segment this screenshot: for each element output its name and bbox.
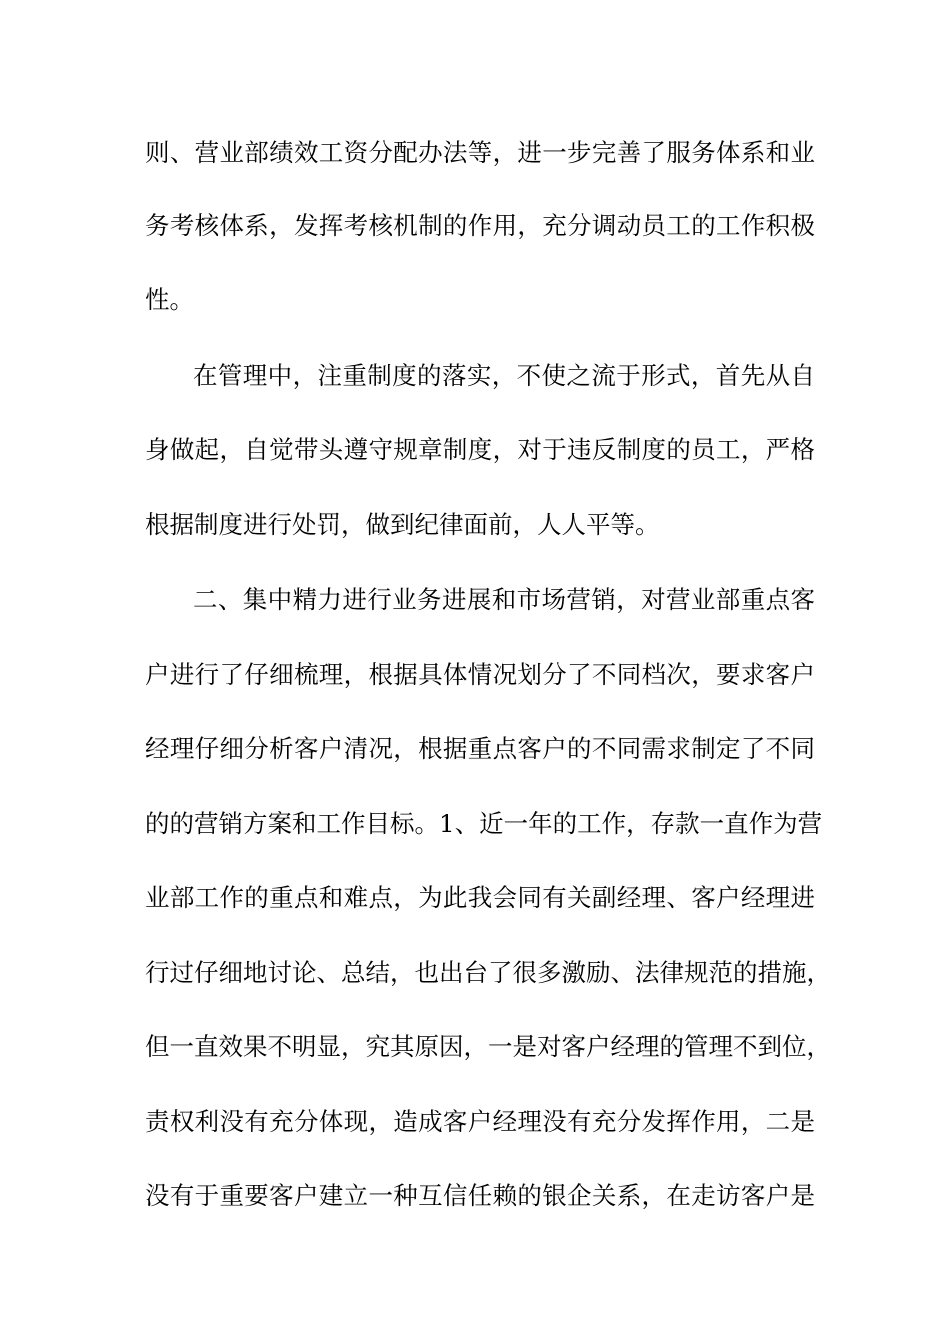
paragraph-3-line-2: 户进行了仔细梳理，根据具体情况划分了不同档次，要求客户 xyxy=(145,660,815,689)
paragraph-3-line-1: 二、集中精力进行业务进展和市场营销，对营业部重点客 xyxy=(193,585,815,614)
paragraph-2-line-3: 根据制度进行处罚，做到纪律面前，人人平等。 xyxy=(145,510,660,539)
text-line-2: 务考核体系，发挥考核机制的作用，充分调动员工的工作积极 xyxy=(145,211,815,240)
paragraph-3-line-3: 经理仔细分析客户清况，根据重点客户的不同需求制定了不同 xyxy=(145,734,815,763)
paragraph-2-line-1: 在管理中，注重制度的落实，不使之流于形式，首先从自 xyxy=(193,361,815,390)
text-line-1: 则、营业部绩效工资分配办法等，进一步完善了服务体系和业 xyxy=(145,138,815,167)
paragraph-3-line-5: 业部工作的重点和难点，为此我会同有关副经理、客户经理进 xyxy=(145,883,815,912)
text-line-3: 性。 xyxy=(145,285,194,314)
paragraph-3-line-4: 的的营销方案和工作目标。1、近一年的工作，存款一直作为营 xyxy=(145,809,823,838)
paragraph-3-line-9: 没有于重要客户建立一种互信任赖的银企关系，在走访客户是 xyxy=(145,1181,815,1210)
paragraph-3-line-8: 责权利没有充分体现，造成客户经理没有充分发挥作用，二是 xyxy=(145,1107,815,1136)
paragraph-2-line-2: 身做起，自觉带头遵守规章制度，对于违反制度的员工，严格 xyxy=(145,435,815,464)
paragraph-3-line-7: 但一直效果不明显，究其原因，一是对客户经理的管理不到位， xyxy=(145,1032,831,1061)
paragraph-3-line-6: 行过仔细地讨论、总结，也出台了很多激励、法律规范的措施， xyxy=(145,958,831,987)
